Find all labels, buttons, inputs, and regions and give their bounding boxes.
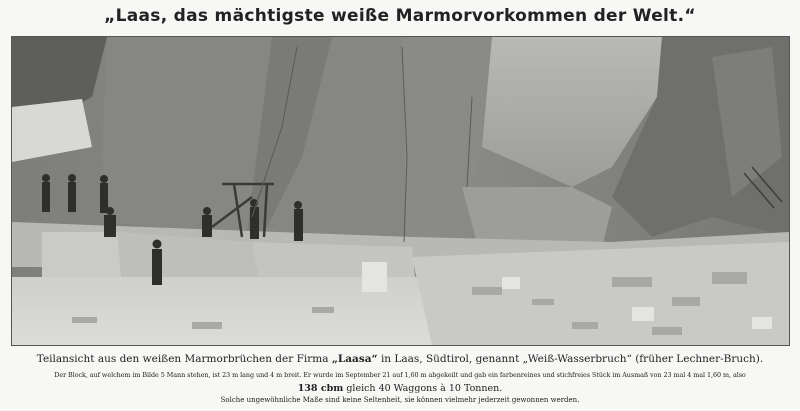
company-name: „Laasa“	[331, 353, 378, 365]
volume-value: 138 cbm	[297, 383, 344, 394]
caption-line-4: Solche ungewöhnliche Maße sind keine Seltenheit, sie können vielmehr jederzeit gewonnen werden.	[220, 396, 580, 404]
caption-line-3: 138 cbm gleich 40 Waggons à 10 Tonnen.	[297, 383, 503, 394]
quarry-photo	[11, 36, 790, 346]
page-title: „Laas, das mächtigste weiße Marmorvorkommen der Welt.“	[104, 6, 696, 26]
marble-quarry-photo-icon	[12, 37, 789, 345]
caption-line-1: Teilansicht aus den weißen Marmorbrüchen der Firma „Laasa“ in Laas, Südtirol, genannt „Weiß-Wasserbruch“ (früher Lechner-Bruch).	[36, 353, 764, 365]
caption-line-2: Der Block, auf welchem im Bilde 5 Mann stehen, ist 23 m lang und 4 m breit. Er wurde im September 21 auf 1,60 m abgekeilt und gab ein farbenreines und stichfreies Stück im Ausmaß von 23 mal 4 mal 1,60 m, also	[54, 371, 746, 379]
